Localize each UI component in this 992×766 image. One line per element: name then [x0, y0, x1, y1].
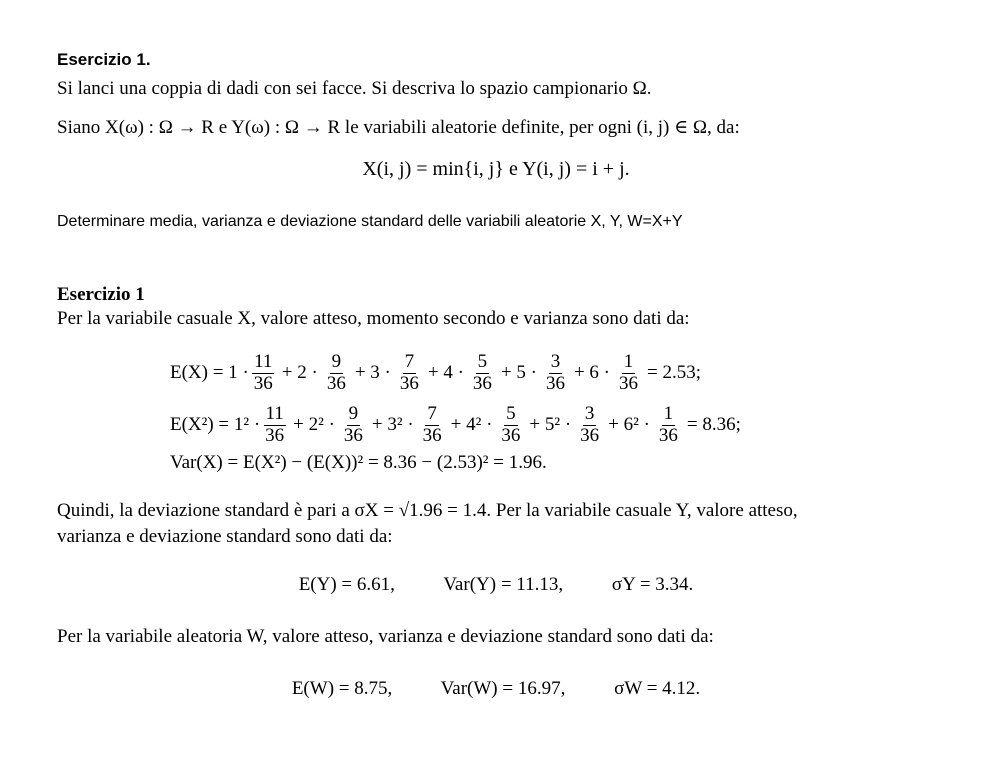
- y-mean: E(Y) = 6.61,: [298, 574, 395, 595]
- fraction: $\frac{5}{36}$: [501, 403, 521, 446]
- fraction: $\frac{9}{36}$: [343, 403, 363, 446]
- term: + 2 ·: [281, 362, 318, 384]
- variable-definition: X(i, j) = min{i, j} e Y(i, j) = i + j.: [362, 158, 630, 180]
- ex-result: = 2.53;: [647, 362, 702, 384]
- solution-title: Esercizio 1: [57, 284, 145, 305]
- w-variance: Var(W) = 16.97,: [440, 678, 566, 699]
- variance-x: Var(X) = E(X²) − (E(X))² = 8.36 − (2.53)² = 1.96.: [170, 452, 547, 473]
- fraction: $\frac{7}{36}$: [399, 351, 419, 394]
- term: + 4 ·: [427, 362, 464, 384]
- fraction: $\frac{1}{36}$: [619, 351, 639, 394]
- w-intro: Per la variabile aleatoria W, valore atteso, varianza e deviazione standard sono dati da:: [57, 626, 714, 647]
- exercise-line-1: Si lanci una coppia di dadi con sei facce. Si descriva lo spazio campionario Ω.: [57, 78, 652, 99]
- second-moment-x: [170, 404, 745, 447]
- exercise-task: Determinare media, varianza e deviazione standard delle variabili aleatorie X, Y, W=X+Y: [57, 213, 683, 230]
- fraction: $\frac{3}{36}$: [545, 351, 565, 394]
- sd-text-line-2: varianza e deviazione standard sono dati da:: [57, 526, 393, 547]
- term: + 3 ·: [354, 362, 391, 384]
- fraction: $\frac{11}{36}$: [265, 403, 285, 446]
- term: + 6 ·: [573, 362, 611, 384]
- exercise-line-2: Siano X(ω) : Ω → R e Y(ω) : Ω → R le variabili aleatorie definite, per ogni (i, j) ∈ Ω, da:: [57, 117, 740, 138]
- term: + 6² ·: [608, 414, 650, 436]
- fraction: $\frac{11}{36}$: [253, 351, 273, 394]
- fraction: $\frac{5}{36}$: [472, 351, 492, 394]
- ex2-lhs: E(X²) = 1² ·: [170, 414, 261, 436]
- fraction: $\frac{1}{36}$: [658, 403, 678, 446]
- term: + 4² ·: [450, 414, 493, 436]
- y-results: [0, 574, 992, 596]
- term: + 2² ·: [293, 414, 335, 436]
- fraction: $\frac{7}{36}$: [422, 403, 442, 446]
- w-mean: E(W) = 8.75,: [291, 678, 393, 699]
- ex-lhs: E(X) = 1 ·: [170, 362, 249, 384]
- y-variance: Var(Y) = 11.13,: [443, 574, 564, 595]
- w-sd: σW = 4.12.: [614, 678, 701, 699]
- ex2-result: = 8.36;: [686, 414, 741, 436]
- y-sd: σY = 3.34.: [611, 574, 694, 595]
- term: + 5 ·: [500, 362, 537, 384]
- w-results: [0, 678, 992, 700]
- sd-text-line-1: Quindi, la deviazione standard è pari a σX = √1.96 = 1.4. Per la variabile casuale Y, valore atteso,: [57, 500, 798, 521]
- expected-value-x: [170, 352, 705, 395]
- fraction: $\frac{9}{36}$: [326, 351, 346, 394]
- term: + 5² ·: [529, 414, 572, 436]
- exercise-title: Esercizio 1.: [57, 50, 151, 69]
- fraction: $\frac{3}{36}$: [580, 403, 600, 446]
- solution-intro: Per la variabile casuale X, valore atteso, momento secondo e varianza sono dati da:: [57, 308, 690, 329]
- term: + 3² ·: [371, 414, 414, 436]
